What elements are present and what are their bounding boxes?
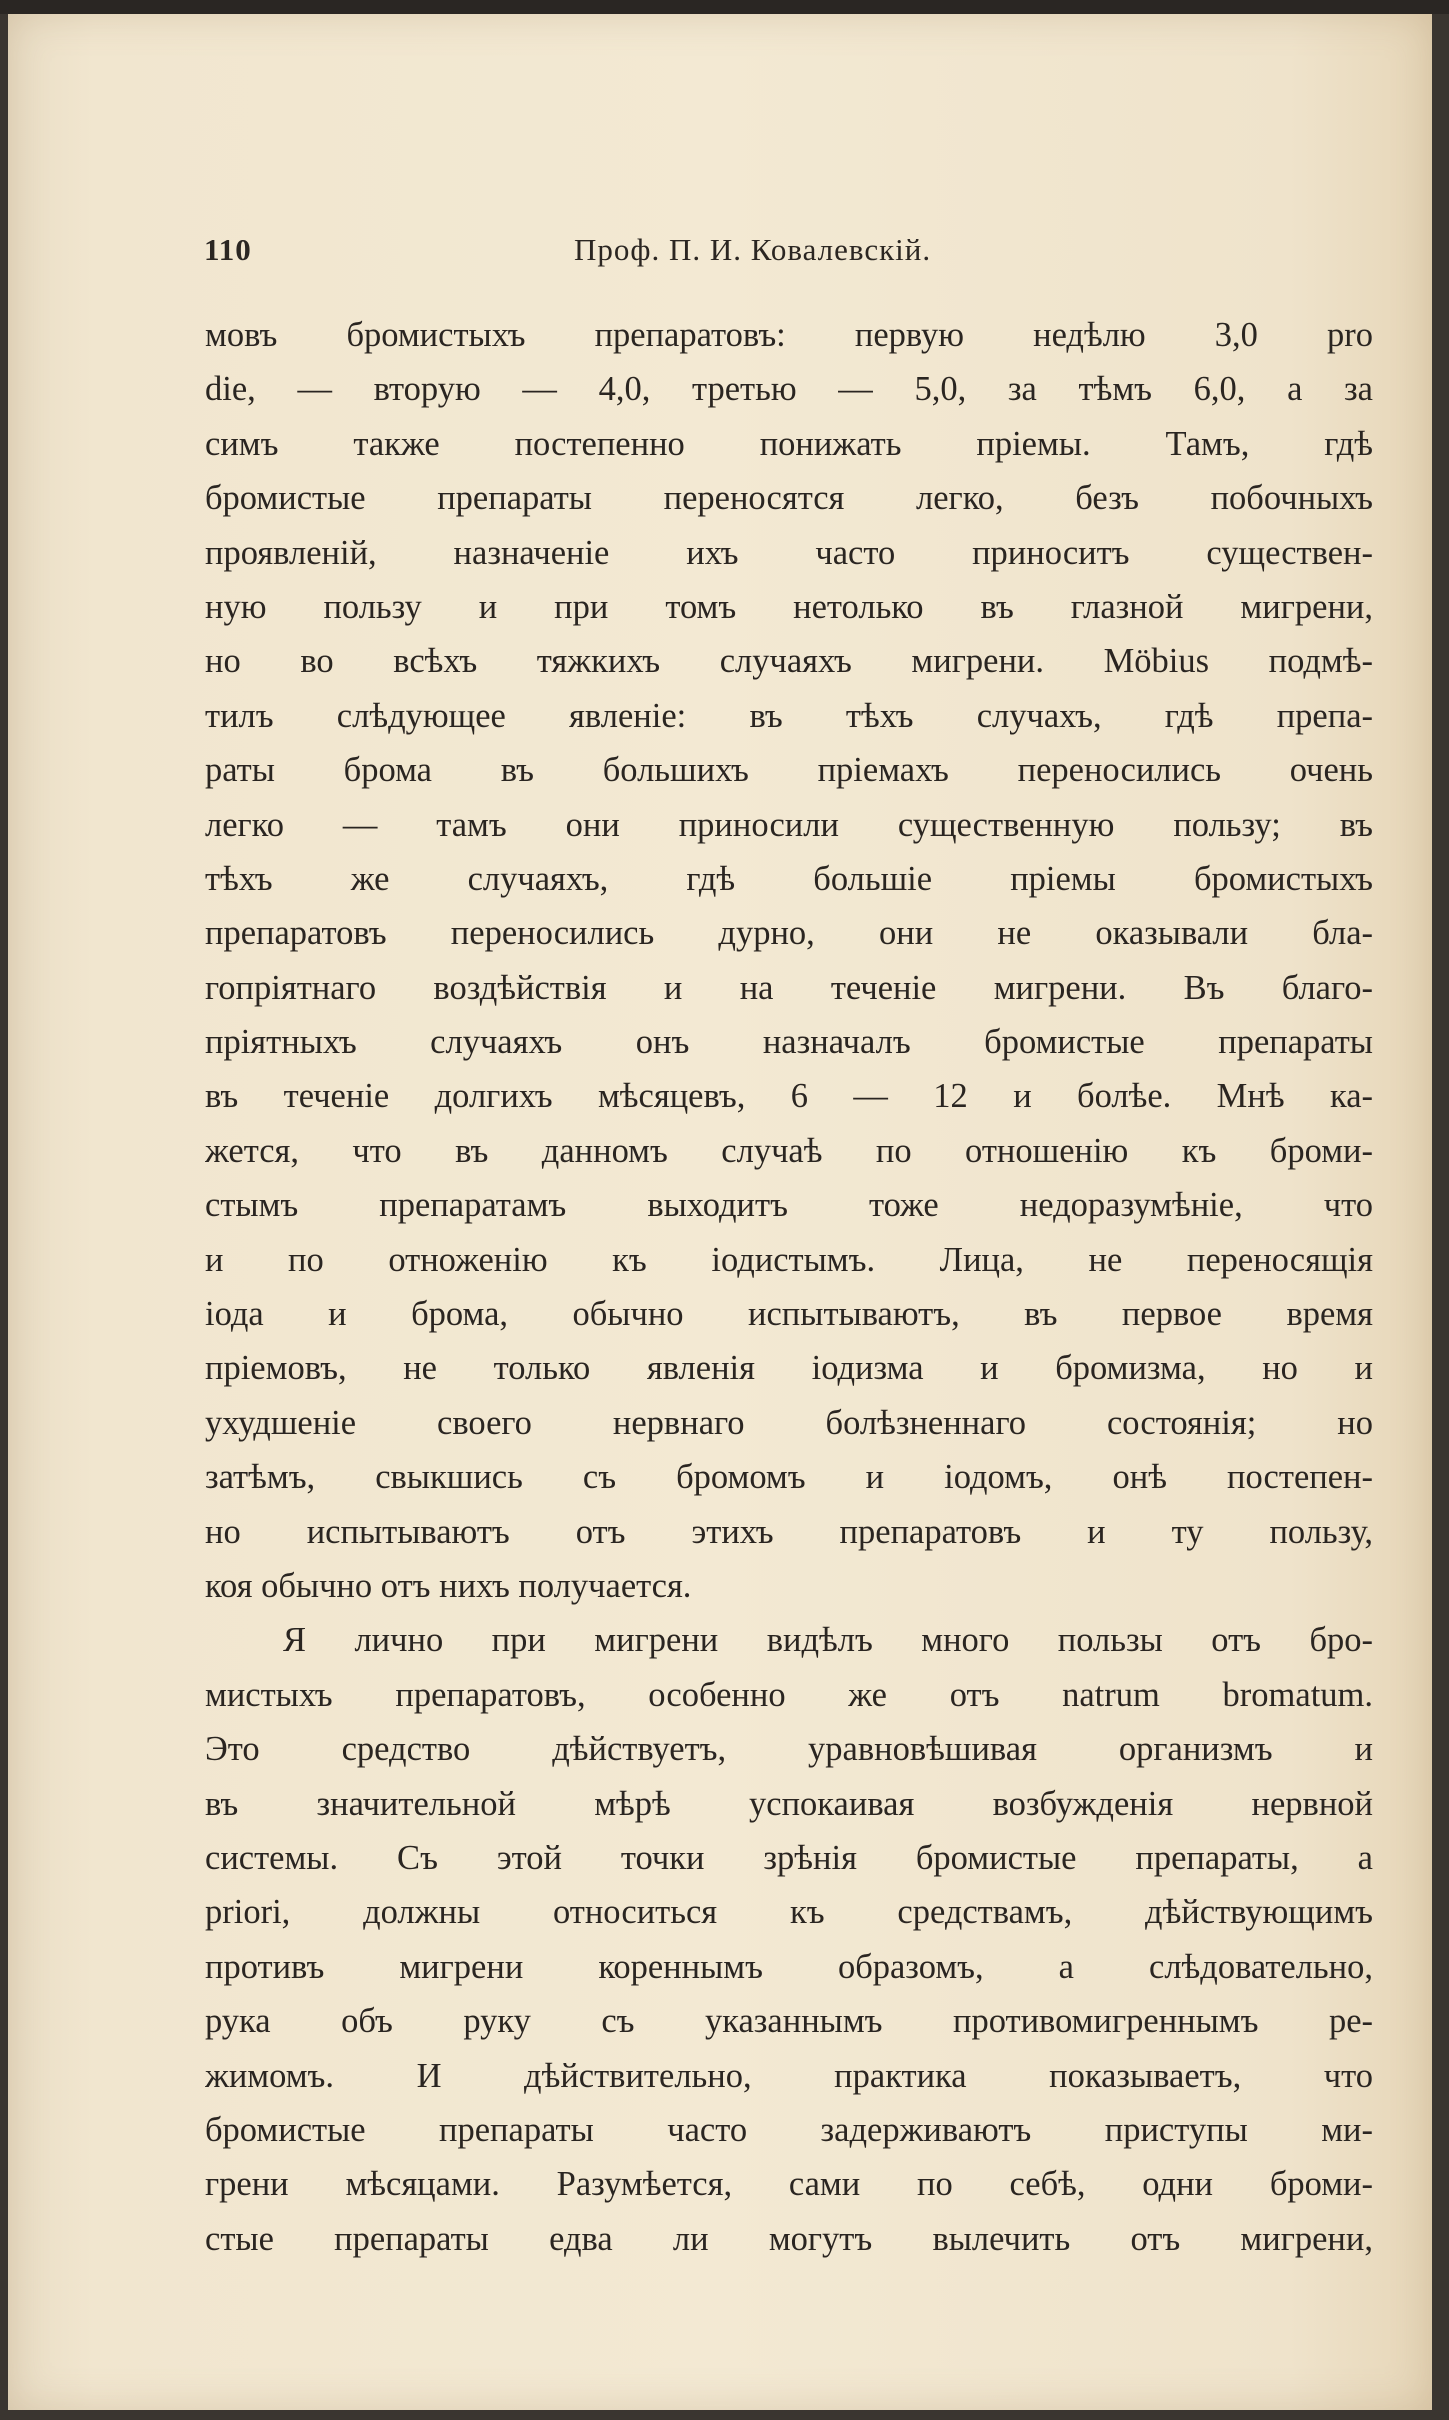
text-line: Это средство дѣйствуетъ, уравновѣшивая организмъ и: [205, 1730, 1373, 1769]
text-line: симъ также постепенно понижать пріемы. Тамъ, гдѣ: [205, 424, 1373, 463]
text-line: затѣмъ, свыкшись съ бромомъ и іодомъ, онѣ постепен-: [205, 1458, 1373, 1497]
text-line: ухудшеніе своего нервнаго болѣзненнаго состоянія; но: [205, 1403, 1373, 1442]
text-line: жимомъ. И дѣйствительно, практика показываетъ, что: [205, 2056, 1373, 2095]
text-line: пріятныхъ случаяхъ онъ назначалъ бромистые препараты: [205, 1023, 1373, 1062]
text-line: пріемовъ, не только явленія іодизма и бромизма, но и: [205, 1349, 1373, 1388]
text-line: системы. Съ этой точки зрѣнія бромистые препараты, a: [205, 1838, 1373, 1877]
text-line: ную пользу и при томъ нетолько въ глазной мигрени,: [205, 587, 1373, 626]
text-line: коя обычно отъ нихъ получается.: [205, 1566, 692, 1605]
text-line: тѣхъ же случаяхъ, гдѣ большіе пріемы бромистыхъ: [205, 859, 1373, 898]
paragraph-1: [205, 308, 1373, 1613]
text-line: грени мѣсяцами. Разумѣется, сами по себѣ, одни броми-: [205, 2165, 1373, 2204]
text-line: бромистые препараты переносятся легко, безъ побочныхъ: [205, 479, 1373, 518]
page-number: 110: [204, 232, 252, 267]
body-text: [205, 308, 1373, 2266]
text-line: раты брома въ большихъ пріемахъ переносились очень: [205, 751, 1373, 790]
running-head: Проф. П. И. Ковалевскій.: [574, 232, 932, 267]
text-line: стые препараты едва ли могутъ вылечить отъ мигрени,: [205, 2219, 1373, 2258]
text-line: противъ мигрени кореннымъ образомъ, а слѣдовательно,: [205, 1947, 1373, 1986]
scan-top-edge: [0, 0, 1449, 14]
text-line: мистыхъ препаратовъ, особенно же отъ natrum bromatum.: [205, 1675, 1373, 1714]
text-line: и по отноженію къ іодистымъ. Лица, не переносящія: [205, 1240, 1373, 1279]
text-line: въ теченіе долгихъ мѣсяцевъ, 6 — 12 и болѣе. Мнѣ ка-: [205, 1077, 1373, 1116]
text-line: но во всѣхъ тяжкихъ случаяхъ мигрени. Möbius подмѣ-: [205, 642, 1373, 681]
text-line: стымъ препаратамъ выходитъ тоже недоразумѣніе, что: [205, 1186, 1373, 1225]
text-line: бромистые препараты часто задерживаютъ приступы ми-: [205, 2110, 1373, 2149]
text-line: тилъ слѣдующее явленіе: въ тѣхъ случахъ, гдѣ препа-: [205, 696, 1373, 735]
text-line: легко — тамъ они приносили существенную пользу; въ: [205, 805, 1373, 844]
page-header: [204, 232, 1374, 282]
text-line: Я лично при мигрени видѣлъ много пользы отъ бро-: [283, 1621, 1373, 1660]
text-line: priori, должны относиться къ средствамъ, дѣйствующимъ: [205, 1893, 1373, 1932]
text-line: die, — вторую — 4,0, третью — 5,0, за тѣмъ 6,0, а за: [205, 370, 1373, 409]
text-line: но испытываютъ отъ этихъ препаратовъ и ту пользу,: [205, 1512, 1373, 1551]
text-line: препаратовъ переносились дурно, они не оказывали бла-: [205, 914, 1373, 953]
text-line: гопріятнаго воздѣйствія и на теченіе мигрени. Въ благо-: [205, 968, 1373, 1007]
paragraph-2: [205, 1613, 1373, 2266]
text-line: мовъ бромистыхъ препаратовъ: первую недѣлю 3,0 pro: [205, 316, 1373, 354]
text-line: жется, что въ данномъ случаѣ по отношенію къ броми-: [205, 1131, 1373, 1170]
text-line: въ значительной мѣрѣ успокаивая возбужденія нервной: [205, 1784, 1373, 1823]
text-line: проявленій, назначеніе ихъ часто приноситъ существен-: [205, 533, 1373, 572]
text-line: іода и брома, обычно испытываютъ, въ первое время: [205, 1295, 1373, 1334]
text-line: рука объ руку съ указаннымъ противомигреннымъ ре-: [205, 2002, 1373, 2041]
